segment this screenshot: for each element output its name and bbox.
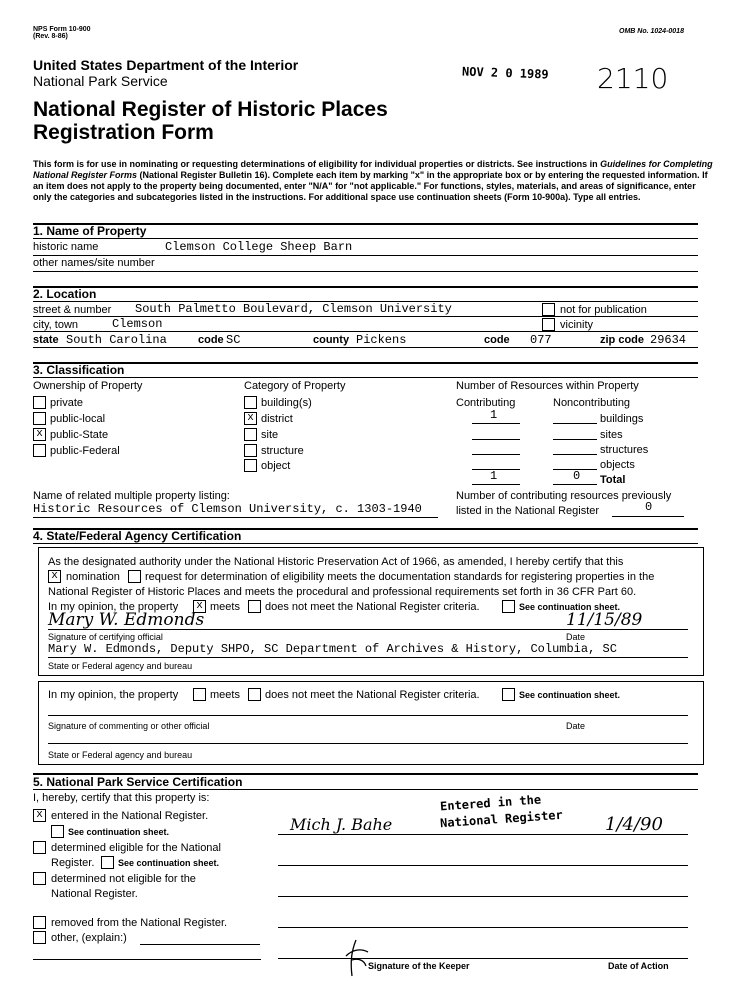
opinion2-label: In my opinion, the property [48, 689, 179, 701]
street-value[interactable]: South Palmetto Boulevard, Clemson University [135, 302, 452, 316]
ownership-heading: Ownership of Property [33, 380, 143, 392]
vicinity-label: vicinity [560, 319, 594, 331]
buildings-label: buildings [600, 413, 644, 425]
commenting-signature-label: Signature of commenting or other official [48, 721, 210, 731]
keeper-signature: Mich J. Bahe [290, 815, 393, 834]
see-continuation-checkbox[interactable] [502, 600, 515, 613]
objects-label: objects [600, 459, 635, 471]
determined-eligible-checkbox[interactable] [33, 841, 46, 854]
see-continuation-a-label: See continuation sheet. [68, 827, 170, 837]
state-code-value[interactable]: SC [226, 333, 241, 347]
related-listing-label: Name of related multiple property listing: [33, 490, 230, 502]
ownership-private-label: private [50, 397, 84, 409]
does-not-meet2-label: does not meet the National Register criteria. [265, 689, 480, 701]
removed-label: removed from the National Register. [51, 917, 228, 929]
ownership-public-federal-checkbox[interactable] [33, 444, 46, 457]
not-for-publication-checkbox[interactable] [542, 303, 555, 316]
section5-heading: 5. National Park Service Certification [33, 775, 243, 789]
city-value[interactable]: Clemson [112, 317, 163, 331]
structures-label: structures [600, 444, 649, 456]
zip-value[interactable]: 29634 [650, 333, 687, 347]
certifying-official-typed[interactable]: Mary W. Edmonds, Deputy SHPO, SC Department of Archives & History, Columbia, SC [48, 642, 617, 656]
signature-label: Signature of certifying official [48, 632, 163, 642]
county-label: county [313, 334, 350, 346]
state-code-label: code [198, 334, 224, 346]
form-number: NPS Form 10-900 [33, 26, 91, 33]
street-label: street & number [33, 304, 112, 316]
ownership-public-federal-label: public-Federal [50, 445, 120, 457]
section3-heading: 3. Classification [33, 363, 125, 377]
see-continuation2-label: See continuation sheet. [519, 690, 621, 700]
determined-eligible-label1: determined eligible for the National [51, 842, 221, 854]
category-building-checkbox[interactable] [244, 396, 257, 409]
category-structure-label: structure [261, 445, 304, 457]
buildings-contributing[interactable]: 1 [490, 408, 498, 422]
county-code-value[interactable]: 077 [530, 333, 552, 347]
ownership-public-local-checkbox[interactable] [33, 412, 46, 425]
certifying-signature: Mary W. Edmonds [48, 610, 205, 630]
category-structure-checkbox[interactable] [244, 444, 257, 457]
keeper-initial-mark [338, 936, 378, 980]
see-continuation-b-label: See continuation sheet. [118, 858, 220, 868]
previously-listed-label1: Number of contributing resources previously [456, 490, 672, 502]
see-continuation2-checkbox[interactable] [502, 688, 515, 701]
previously-listed-value[interactable]: 0 [645, 500, 653, 514]
category-site-checkbox[interactable] [244, 428, 257, 441]
other-names-label: other names/site number [33, 257, 155, 269]
instructions-paragraph: This form is for use in nominating or requesting determinations of eligibility for individual properties or districts. See instructions in Guidelines for Completing National Register Forms (National Register Bulletin 16). Complete each item by marking "x" in the appropriate box or by entering the requested information. If an item does not apply to the property being documented, enter "N/A" for "not applicable." For functions, styles, materials, and areas of significance, enter only the categories and subcategories listed in the instructions. For additional space use continuation sheets (Form 10-900a). Type all entries. [33, 159, 713, 202]
noncontributing-heading: Noncontributing [553, 397, 631, 409]
handwritten-number: 2110 [597, 62, 669, 95]
city-label: city, town [33, 319, 79, 331]
agency-label: State or Federal agency and bureau [48, 661, 193, 671]
see-continuation-label: See continuation sheet. [519, 602, 621, 612]
department: United States Department of the Interior [33, 57, 299, 73]
cert-line3: National Register of Historic Places and meets the procedural and professional requirements set forth in 36 CFR Part 60. [48, 586, 637, 598]
not-eligible-label1: determined not eligible for the [51, 873, 196, 885]
state-value[interactable]: South Carolina [66, 333, 167, 347]
total-noncontributing[interactable]: 0 [573, 469, 581, 483]
category-district-checkbox[interactable]: x [244, 412, 257, 425]
nomination-checkbox[interactable]: x [48, 570, 61, 583]
category-object-label: object [261, 460, 291, 472]
contributing-heading: Contributing [456, 397, 516, 409]
zip-label: zip code [600, 334, 645, 346]
request-label: request for determination of eligibility meets the documentation standards for registering properties in the [145, 571, 655, 583]
resources-heading: Number of Resources within Property [456, 380, 639, 392]
action-date-label: Date of Action [608, 961, 669, 971]
keeper-label: Signature of the Keeper [368, 961, 470, 971]
request-checkbox[interactable] [128, 570, 141, 583]
form-title-line2: Registration Form [33, 121, 214, 144]
total-contributing[interactable]: 1 [490, 469, 498, 483]
received-stamp: NOV 2 0 1989 [461, 64, 549, 82]
date2-label: Date [566, 721, 586, 731]
certify-label: I, hereby, certify that this property is: [33, 792, 210, 804]
agency2-label: State or Federal agency and bureau [48, 750, 193, 760]
cert-line1: As the designated authority under the National Historic Preservation Act of 1966, as amended, I hereby certify that this [48, 556, 624, 568]
historic-name-value[interactable]: Clemson College Sheep Barn [165, 240, 353, 254]
does-not-meet-label: does not meet the National Register criteria. [265, 601, 480, 613]
meets2-checkbox[interactable] [193, 688, 206, 701]
does-not-meet-checkbox[interactable] [248, 600, 261, 613]
state-label: state [33, 334, 59, 346]
meets2-label: meets [210, 689, 240, 701]
total-label: Total [600, 474, 626, 486]
other-checkbox[interactable] [33, 931, 46, 944]
category-site-label: site [261, 429, 279, 441]
entered-stamp-line1: Entered in the [439, 792, 542, 814]
county-value[interactable]: Pickens [356, 333, 407, 347]
section4-heading: 4. State/Federal Agency Certification [33, 529, 242, 543]
section1-heading: 1. Name of Property [33, 224, 147, 238]
not-for-publication-label: not for publication [560, 304, 647, 316]
see-continuation-b-checkbox[interactable] [101, 856, 114, 869]
county-code-label: code [484, 334, 510, 346]
category-building-label: building(s) [261, 397, 312, 409]
meets-label: meets [210, 601, 240, 613]
meets-checkbox[interactable]: x [193, 600, 206, 613]
sites-label: sites [600, 429, 623, 441]
not-eligible-checkbox[interactable] [33, 872, 46, 885]
determined-eligible-label2: Register. [51, 857, 95, 869]
guidelines-title: Guidelines for Completing National Register Forms [33, 159, 713, 180]
certifying-date: 11/15/89 [566, 610, 643, 630]
previously-listed-label2: listed in the National Register [456, 505, 600, 517]
action-date: 1/4/90 [605, 814, 663, 835]
section2-heading: 2. Location [33, 287, 97, 301]
other-label: other, (explain:) [51, 932, 127, 944]
entered-stamp-line2: National Register [439, 807, 564, 831]
related-listing-value[interactable]: Historic Resources of Clemson University, c. 1303-1940 [33, 502, 422, 516]
entered-checkbox[interactable]: x [33, 809, 46, 822]
date-label: Date [566, 632, 586, 642]
category-district-label: district [261, 413, 293, 425]
form-revision: (Rev. 8-86) [33, 33, 68, 40]
entered-label: entered in the National Register. [51, 810, 209, 822]
omb-number: OMB No. 1024-0018 [619, 28, 684, 35]
ownership-public-local-label: public-local [50, 413, 106, 425]
see-continuation-a-checkbox[interactable] [51, 825, 64, 838]
ownership-public-state-checkbox[interactable]: x [33, 428, 46, 441]
form-title-line1: National Register of Historic Places [33, 98, 388, 121]
service: National Park Service [33, 73, 168, 89]
vicinity-checkbox[interactable] [542, 318, 555, 331]
category-object-checkbox[interactable] [244, 459, 257, 472]
category-heading: Category of Property [244, 380, 346, 392]
removed-checkbox[interactable] [33, 916, 46, 929]
does-not-meet2-checkbox[interactable] [248, 688, 261, 701]
ownership-public-state-label: public-State [50, 429, 109, 441]
opinion-label: In my opinion, the property [48, 601, 179, 613]
ownership-private-checkbox[interactable] [33, 396, 46, 409]
historic-name-label: historic name [33, 241, 99, 253]
not-eligible-label2: National Register. [51, 888, 138, 900]
nomination-label: nomination [66, 571, 120, 583]
